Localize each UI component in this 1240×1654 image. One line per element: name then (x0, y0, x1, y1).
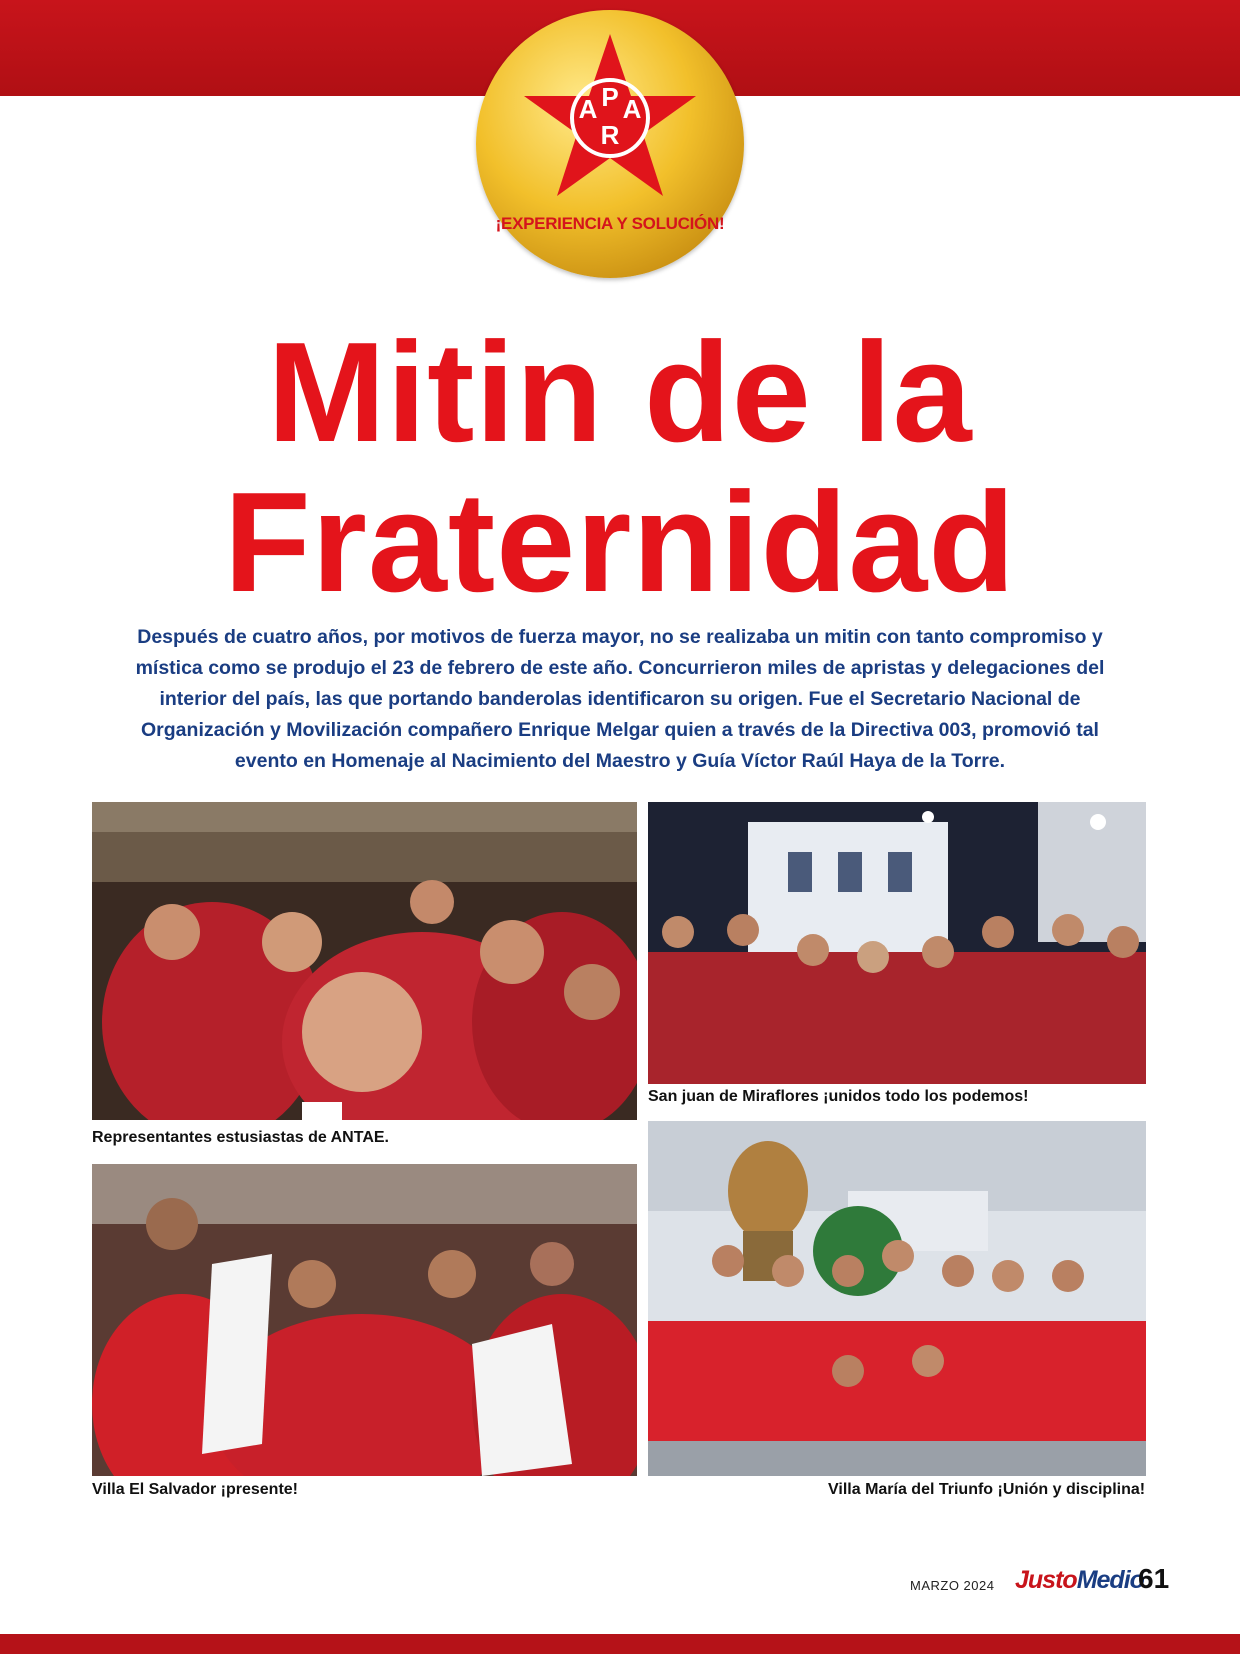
title-line-1: Mitin de la (267, 313, 973, 472)
apra-star-icon (476, 10, 744, 278)
photo-caption: Villa El Salvador ¡presente! (92, 1481, 299, 1498)
article-intro: Después de cuatro años, por motivos de fuerza mayor, no se realizaba un mitin con tanto compromiso y mística como se produjo el 23 de febrero de este año. Concurrieron miles de apristas y delegaciones del interior del país, las que portando banderolas identificaron su origen. Fue el Secretario Nacional de Organización y Movilización compañero Enrique Melgar quien a través de la Directiva 003, promovió tal evento en Homenaje al Nacimiento del Maestro y Guía Víctor Raúl Haya de la Torre. (135, 626, 1105, 772)
apra-emblem (476, 10, 744, 278)
magazine-logo (1015, 1566, 1144, 1595)
photo-villa-maria-del-triunfo (648, 1121, 1146, 1476)
emblem-letter: A (578, 94, 598, 124)
emblem-slogan: ¡EXPERIENCIA Y SOLUCIÓN! (495, 214, 725, 233)
emblem-letter: R (600, 120, 620, 150)
emblem-letter: P (601, 82, 619, 112)
magazine-name-part1: Justo (1015, 1566, 1077, 1594)
issue-date: MARZO 2024 (910, 1578, 995, 1593)
photo-villa-el-salvador (92, 1164, 637, 1476)
bottom-red-band (0, 1634, 1240, 1654)
title-line-2: Fraternidad (223, 463, 1017, 622)
magazine-name-part2: Medio (1076, 1566, 1144, 1594)
page-number: 61 (1138, 1563, 1170, 1594)
article-title (0, 313, 1240, 622)
photo-caption: Representantes estusiastas de ANTAE. (92, 1129, 389, 1146)
photo-caption: Villa María del Triunfo ¡Unión y disciplina! (828, 1481, 1146, 1498)
photo-san-juan-de-miraflores (648, 802, 1146, 1084)
photo-antae (92, 802, 637, 1120)
emblem-letter: A (622, 94, 642, 124)
photo-caption: San juan de Miraflores ¡unidos todo los podemos! (648, 1088, 1029, 1105)
